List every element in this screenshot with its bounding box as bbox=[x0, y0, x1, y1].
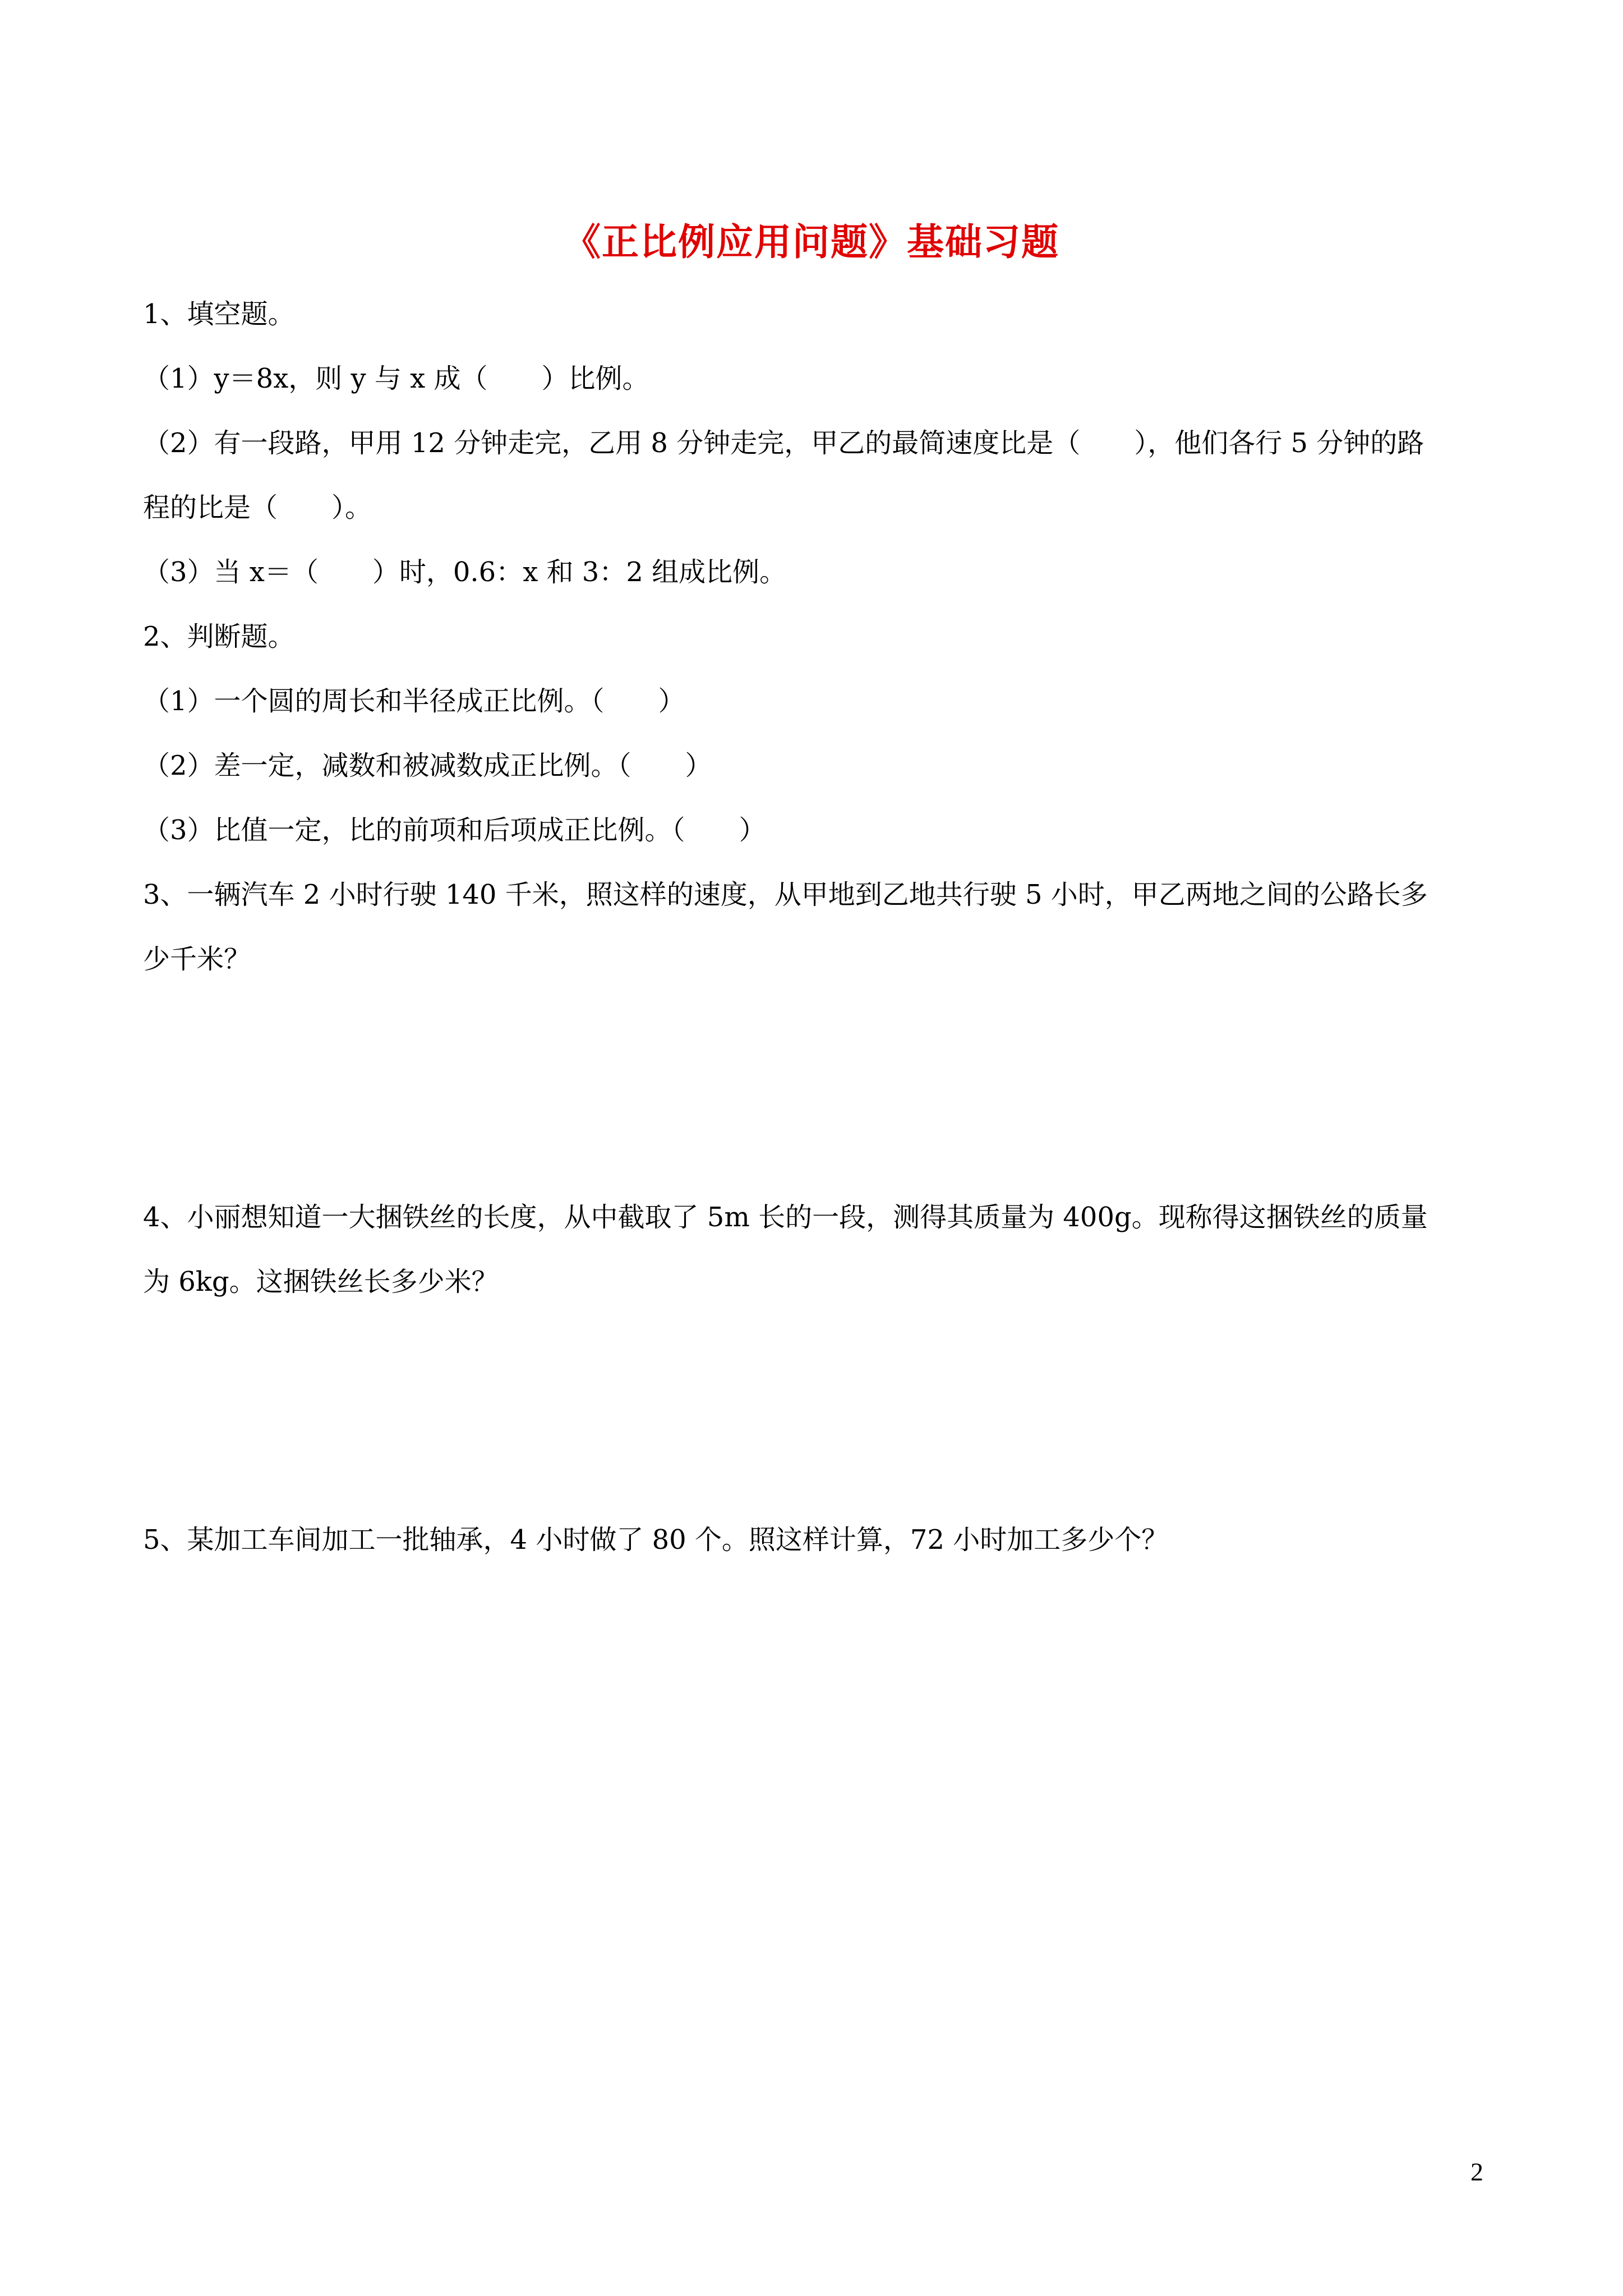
question-1-item-1: （1）y＝8x，则 y 与 x 成（ ）比例。 bbox=[143, 363, 649, 394]
question-1-heading: 1、填空题。 bbox=[143, 298, 295, 330]
question-4-line-2: 为 6kg。这捆铁丝长多少米？ bbox=[143, 1266, 499, 1297]
question-3-line-1: 3、一辆汽车 2 小时行驶 140 千米，照这样的速度，从甲地到乙地共行驶 5 小时，甲乙两地之间的公路长多 bbox=[143, 879, 1428, 910]
question-1-item-2-line-2: 程的比是（ ）。 bbox=[143, 492, 372, 523]
question-2-item-3: （3）比值一定，比的前项和后项成正比例。（ ） bbox=[143, 815, 766, 846]
page-title: 《正比例应用问题》基础习题 bbox=[564, 220, 1059, 264]
question-4-line-1: 4、小丽想知道一大捆铁丝的长度，从中截取了 5m 长的一段，测得其质量为 400g。现称得这捆铁丝的质量 bbox=[143, 1202, 1428, 1233]
question-2-item-2: （2）差一定，减数和被减数成正比例。（ ） bbox=[143, 750, 712, 781]
question-3-line-2: 少千米？ bbox=[143, 944, 251, 975]
question-2-item-1: （1）一个圆的周长和半径成正比例。（ ） bbox=[143, 685, 685, 717]
question-1-item-2-line-1: （2）有一段路，甲用 12 分钟走完，乙用 8 分钟走完，甲乙的最简速度比是（ ），他们各行 5 分钟的路 bbox=[143, 427, 1424, 459]
page-number: 2 bbox=[1470, 2157, 1483, 2186]
question-5-line-1: 5、某加工车间加工一批轴承，4 小时做了 80 个。照这样计算，72 小时加工多少个？ bbox=[143, 1524, 1169, 1556]
question-1-item-3: （3）当 x＝（ ）时，0.6：x 和 3：2 组成比例。 bbox=[143, 556, 787, 588]
question-2-heading: 2、判断题。 bbox=[143, 621, 295, 652]
